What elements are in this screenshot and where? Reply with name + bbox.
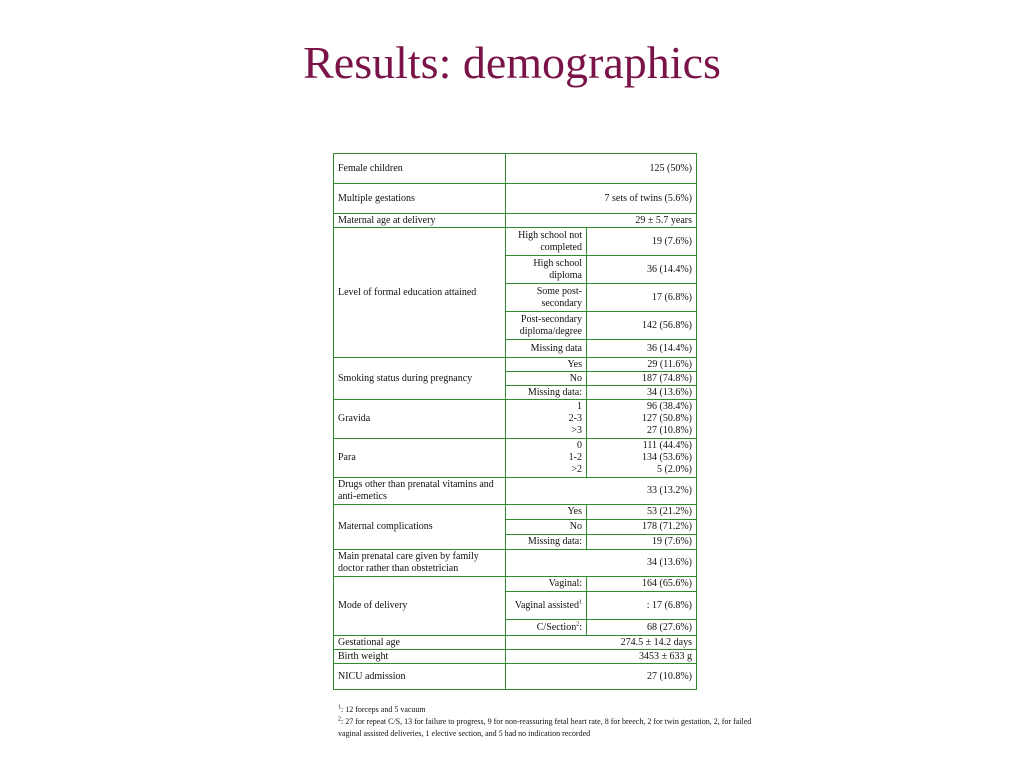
row-value: 7 sets of twins (5.6%): [506, 184, 697, 214]
sub-label: Yes: [506, 358, 587, 372]
row-label: Para: [334, 439, 506, 478]
row-value: 34 (13.6%): [587, 386, 697, 400]
table-row: [334, 550, 697, 577]
table-row: [334, 154, 697, 184]
table-row: [334, 214, 697, 228]
row-label: NICU admission: [334, 664, 506, 690]
row-value: 27 (10.8%): [506, 664, 697, 690]
sub-label: Vaginal:: [506, 577, 587, 592]
footnote-marker: 1: [579, 599, 582, 606]
row-value: 53 (21.2%): [587, 505, 697, 520]
row-value: 164 (65.6%): [587, 577, 697, 592]
footnote-1: [338, 704, 758, 716]
row-label: Gravida: [334, 400, 506, 439]
sub-label: Missing data: [506, 340, 587, 358]
sub-label: 1-2: [568, 452, 582, 463]
row-value: 178 (71.2%): [587, 520, 697, 535]
sub-label: [506, 592, 587, 620]
row-label: Maternal complications: [334, 505, 506, 550]
row-label: Main prenatal care given by family doctor rather than obstetrician: [334, 550, 506, 577]
row-value: 36 (14.4%): [587, 340, 697, 358]
footnote-text: : 27 for repeat C/S, 13 for failure to progress, 9 for non-reassuring fetal heart rate, 8 for breech, 2 for twin gestation, 2, for failed vaginal assisted deliveries, 1 elective section, and 5 had no indication recorded: [338, 717, 752, 738]
row-value: 96 (38.4%): [647, 401, 692, 412]
row-value: 27 (10.8%): [647, 425, 692, 436]
value-group: [587, 439, 697, 478]
row-value: 3453 ± 633 g: [506, 650, 697, 664]
row-value: 19 (7.6%): [587, 228, 697, 256]
row-value: 33 (13.2%): [506, 478, 697, 505]
sub-label-text: C/Section: [536, 621, 577, 633]
row-value: 68 (27.6%): [587, 620, 697, 636]
row-value: 274.5 ± 14.2 days: [506, 636, 697, 650]
footnote-marker: 2: [576, 621, 580, 628]
table-row: [334, 636, 697, 650]
table-row: [334, 228, 697, 256]
row-value: 29 (11.6%): [587, 358, 697, 372]
table-row: [334, 664, 697, 690]
row-value: : 17 (6.8%): [587, 592, 697, 620]
row-value: 29 ± 5.7 years: [506, 214, 697, 228]
demographics-table: [333, 153, 697, 690]
footnote-text: : 12 forceps and 5 vacuum: [341, 705, 426, 714]
row-value: 125 (50%): [506, 154, 697, 184]
sub-label: [506, 620, 587, 636]
row-value: 187 (74.8%): [587, 372, 697, 386]
sub-label: Yes: [506, 505, 587, 520]
table-row: [334, 184, 697, 214]
sub-label: Post-secondary diploma/degree: [506, 312, 587, 340]
table-row: [334, 478, 697, 505]
sub-label-text: Vaginal assisted: [514, 599, 579, 611]
sub-label: 1: [577, 401, 582, 412]
sub-label-group: [506, 400, 587, 439]
sub-label: High school diploma: [506, 256, 587, 284]
row-label: Smoking status during pregnancy: [334, 358, 506, 400]
sub-label: >2: [571, 464, 582, 475]
table-row: [334, 358, 697, 372]
footnote-2: [338, 716, 758, 740]
slide-title: Results: demographics: [303, 37, 721, 88]
row-value: 134 (53.6%): [642, 452, 692, 463]
row-value: 127 (50.8%): [642, 413, 692, 424]
value-group: [587, 400, 697, 439]
table-row: [334, 439, 697, 478]
row-value: 111 (44.4%): [642, 440, 692, 451]
table-row: [334, 650, 697, 664]
sub-label: >3: [571, 425, 582, 436]
footnote-marker: 2: [338, 716, 341, 723]
row-value: 142 (56.8%): [587, 312, 697, 340]
row-label: Gestational age: [334, 636, 506, 650]
row-label: Birth weight: [334, 650, 506, 664]
row-value: 5 (2.0%): [657, 464, 692, 475]
sub-label: Missing data:: [506, 386, 587, 400]
row-label: Multiple gestations: [334, 184, 506, 214]
row-value: 17 (6.8%): [587, 284, 697, 312]
sub-label-group: [506, 439, 587, 478]
table-row: [334, 400, 697, 439]
sub-label: 0: [577, 440, 582, 451]
row-value: 34 (13.6%): [506, 550, 697, 577]
sub-label: Missing data:: [506, 535, 587, 550]
sub-label: No: [506, 520, 587, 535]
row-label: Mode of delivery: [334, 577, 506, 636]
sub-label-suffix: :: [579, 621, 582, 633]
footnote-marker: 1: [338, 704, 341, 711]
row-label: Female children: [334, 154, 506, 184]
table-row: [334, 505, 697, 520]
row-value: 19 (7.6%): [587, 535, 697, 550]
sub-label: High school not completed: [506, 228, 587, 256]
row-value: 36 (14.4%): [587, 256, 697, 284]
row-label: Maternal age at delivery: [334, 214, 506, 228]
table-row: [334, 577, 697, 592]
sub-label: Some post-secondary: [506, 284, 587, 312]
row-label: Drugs other than prenatal vitamins and anti-emetics: [334, 478, 506, 505]
sub-label: No: [506, 372, 587, 386]
row-label: Level of formal education attained: [334, 228, 506, 358]
sub-label: 2-3: [568, 413, 582, 424]
footnotes: [338, 704, 758, 740]
